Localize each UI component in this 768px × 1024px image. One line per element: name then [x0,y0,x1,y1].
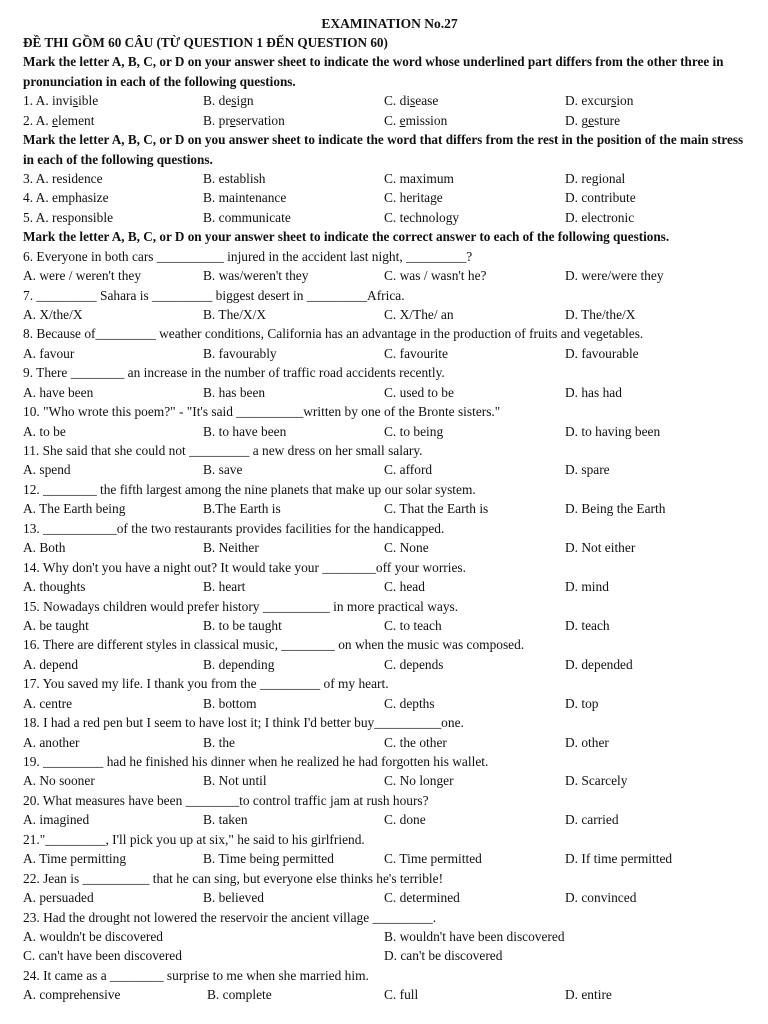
option-a: A. comprehensive [23,987,121,1003]
option-c: C. No longer [384,773,454,789]
option-c: C. can't have been discovered [23,948,182,964]
question-stem: 14. Why don't you have a night out? It would take your ________off your worries. [23,559,466,575]
question-row [23,810,756,829]
option-c: C. heritage [384,190,443,206]
question-stem: 6. Everyone in both cars __________ injured in the accident last night, _________? [23,248,473,264]
option-b: B. design [203,93,254,109]
option-d: D. The/the/X [565,306,636,322]
option-b: B. to be taught [203,617,282,633]
option-d: D. convinced [565,890,637,906]
option-d: D. entire [565,987,612,1003]
option-a: A. X/the/X [23,306,83,322]
option-b: B. maintenance [203,190,287,206]
option-a: A. depend [23,656,79,672]
option-c: C. technology [384,209,460,225]
option-c: C. head [384,579,425,595]
option-b: B. was/weren't they [203,268,309,284]
option-d: D. excursion [565,93,634,109]
question-stem: 15. Nowadays children would prefer history __________ in more practical ways. [23,598,459,614]
question-stem: 10. "Who wrote this poem?" - "It's said __________written by one of the Bronte sisters." [23,404,501,420]
option-b: B. heart [203,579,246,595]
option-c: C. done [384,812,426,828]
option-a: A. to be [23,423,66,439]
option-c: C. That the Earth is [384,501,489,517]
question-row [23,383,756,402]
option-d: D. spare [565,462,610,478]
question-row [23,538,756,557]
question-row [23,169,756,188]
question-stem: 8. Because of_________ weather conditions, California has an advantage in the production of fruits and vegetables. [23,326,644,342]
question-row [23,733,756,752]
option-b: B. Time being permitted [203,851,334,867]
option-a: A. Time permitting [23,851,127,867]
question-row [23,577,756,596]
option-a: A. The Earth being [23,501,126,517]
option-d: D. gesture [565,112,621,128]
option-a: A. have been [23,384,94,400]
option-c: C. favourite [384,345,448,361]
option-b: B. taken [203,812,248,828]
option-d: D. mind [565,579,609,595]
question-row [23,946,756,965]
option-b: B.The Earth is [203,501,281,517]
option-a: 4. A. emphasize [23,190,109,206]
exam-title: EXAMINATION No.27 [321,16,458,31]
question-row [23,771,756,790]
option-c: C. used to be [384,384,454,400]
option-a: A. another [23,734,80,750]
option-d: D. were/were they [565,268,664,284]
option-b: B. depending [203,656,275,672]
grammar-instruction: Mark the letter A, B, C, or D on your answer sheet to indicate the correct answer to each of the following questions. [23,229,670,245]
question-row [23,305,756,324]
option-a: A. centre [23,695,73,711]
option-b: B. believed [203,890,264,906]
exam-subtitle: ĐỀ THI GỒM 60 CÂU (TỪ QUESTION 1 ĐẾN QUESTION 60) [23,35,388,50]
option-d: D. contribute [565,190,636,206]
question-row [23,208,756,227]
option-b: B. favourably [203,345,277,361]
question-row [23,460,756,479]
option-c: C. depths [384,695,435,711]
option-c: C. the other [384,734,447,750]
option-d: D. regional [565,170,626,186]
question-row [23,985,756,1004]
question-row [23,694,756,713]
option-c: C. maximum [384,170,454,186]
question-row [23,888,756,907]
option-c: C. disease [384,93,439,109]
question-row [23,188,756,207]
option-b: B. Neither [203,540,259,556]
option-b: B. communicate [203,209,291,225]
option-c: C. afford [384,462,433,478]
question-stem: 9. There ________ an increase in the number of traffic road accidents recently. [23,365,445,381]
question-row [23,91,756,110]
option-c: C. depends [384,656,444,672]
option-b: B. the [203,734,235,750]
option-c: C. X/The/ an [384,306,454,322]
option-b: B. wouldn't have been discovered [384,928,565,944]
option-a: 2. A. element [23,112,95,128]
question-stem: 19. _________ had he finished his dinner when he realized he had forgotten his wallet. [23,754,489,769]
option-d: D. depended [565,656,633,672]
option-c: C. None [384,540,429,556]
option-c: C. full [384,987,419,1003]
question-row [23,616,756,635]
question-row [23,849,756,868]
question-stem: 18. I had a red pen but I seem to have lost it; I think I'd better buy__________one. [23,715,464,731]
option-c: C. emission [384,112,448,128]
question-stem: 16. There are different styles in classical music, ________ on when the music was composed. [23,637,525,653]
question-stem: 17. You saved my life. I thank you from the _________ of my heart. [23,676,389,692]
option-b: B. bottom [203,695,257,711]
option-b: B. establish [203,170,266,186]
option-a: A. Both [23,540,66,556]
option-a: A. be taught [23,617,89,633]
question-stem: 7. _________ Sahara is _________ biggest desert in _________Africa. [23,287,405,303]
option-b: B. save [203,462,243,478]
option-d: D. can't be discovered [384,948,503,964]
option-a: A. wouldn't be discovered [23,928,164,944]
question-stem: 11. She said that she could not _________ a new dress on her small salary. [23,443,423,458]
option-d: D. favourable [565,345,639,361]
option-b: B. preservation [203,112,285,128]
question-row [23,344,756,363]
option-c: C. determined [384,890,460,906]
option-d: D. Scarcely [565,773,628,789]
option-c: C. was / wasn't he? [384,268,487,284]
option-d: D. electronic [565,209,635,225]
question-stem: 20. What measures have been ________to control traffic jam at rush hours? [23,792,429,808]
question-stem: 23. Had the drought not lowered the reservoir the ancient village _________. [23,909,437,925]
option-c: C. to teach [384,617,442,633]
question-row [23,422,756,441]
question-stem: 13. ___________of the two restaurants provides facilities for the handicapped. [23,520,445,536]
question-stem: 21."_________, I'll pick you up at six," he said to his girlfriend. [23,831,365,847]
option-a: 3. A. residence [23,170,103,186]
option-a: A. thoughts [23,579,86,595]
option-a: A. persuaded [23,890,94,906]
option-a: 1. A. invisible [23,93,99,109]
question-row [23,655,756,674]
option-d: D. Not either [565,540,636,556]
option-a: 5. A. responsible [23,209,114,225]
question-list [23,247,756,908]
option-d: D. carried [565,812,619,828]
question-row [23,266,756,285]
option-c: C. Time permitted [384,851,482,867]
option-d: D. top [565,695,599,711]
option-d: D. to having been [565,423,661,439]
option-d: D. has had [565,384,622,400]
option-d: D. Being the Earth [565,501,666,517]
option-b: B. to have been [203,423,287,439]
option-b: B. Not until [203,773,267,789]
option-a: A. spend [23,462,71,478]
option-d: D. other [565,734,609,750]
question-stem: 12. ________ the fifth largest among the nine planets that make up our solar system. [23,481,476,497]
stress-instruction: Mark the letter A, B, C, or D on you answer sheet to indicate the word that differs from the rest in the position of the main stress in each of the following questions. [23,132,744,167]
question-row [23,111,756,130]
option-a: A. favour [23,345,75,361]
option-c: C. to being [384,423,444,439]
question-stem: 22. Jean is __________ that he can sing, but everyone else thinks he's terrible! [23,870,444,886]
question-row [23,499,756,518]
question-row [23,927,756,946]
option-a: A. No sooner [23,773,95,789]
option-a: A. were / weren't they [23,268,142,284]
option-d: D. teach [565,617,610,633]
option-d: D. If time permitted [565,851,673,867]
option-b: B. complete [207,987,272,1003]
option-b: B. has been [203,384,266,400]
option-b: B. The/X/X [203,306,266,322]
question-stem: 24. It came as a ________ surprise to me when she married him. [23,967,369,983]
pronunciation-instruction: Mark the letter A, B, C, or D on your answer sheet to indicate the word whose underlined part differs from the other three in pronunciation in each of the following questions. [23,54,724,89]
option-a: A. imagined [23,812,90,828]
